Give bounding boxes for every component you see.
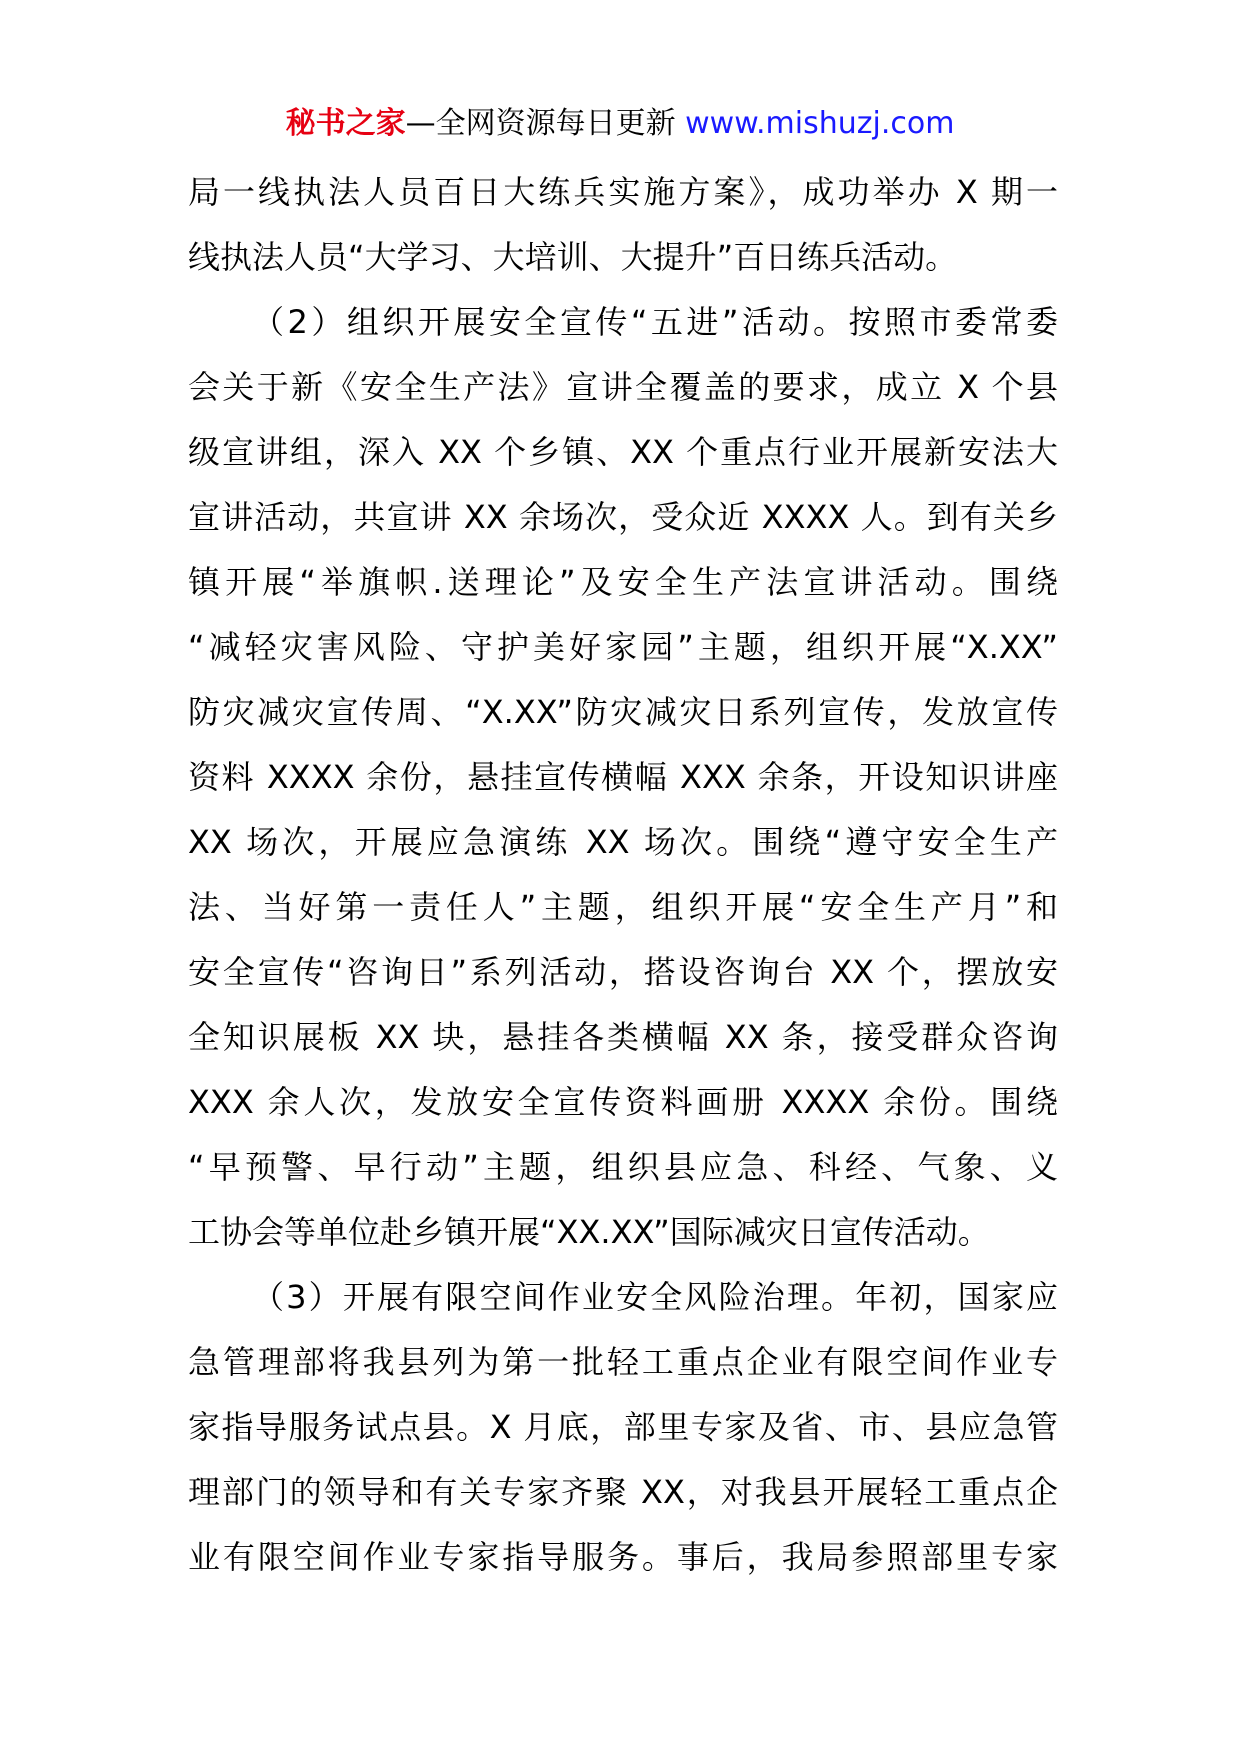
document-body [188, 160, 1058, 1590]
text-line: 会关于新《安全生产法》宣讲全覆盖的要求，成立 X 个县 [188, 368, 1058, 406]
text-line: “早预警、早行动”主题，组织县应急、科经、气象、义 [188, 1148, 1058, 1186]
text-line: 业有限空间作业专家指导服务。事后，我局参照部里专家 [188, 1538, 1058, 1576]
text-line: 防灾减灾宣传周、“X.XX”防灾减灾日系列宣传，发放宣传 [188, 693, 1058, 731]
header-brand: 秘书之家 [285, 106, 406, 141]
text-line: XX 场次，开展应急演练 XX 场次。围绕“遵守安全生产 [188, 823, 1058, 861]
text-line: 工协会等单位赴乡镇开展“XX.XX”国际减灾日宣传活动。 [188, 1213, 990, 1251]
text-line: 宣讲活动，共宣讲 XX 余场次，受众近 XXXX 人。到有关乡 [188, 498, 1058, 536]
text-line: 理部门的领导和有关专家齐聚 XX，对我县开展轻工重点企 [188, 1473, 1058, 1511]
text-line: 线执法人员“大学习、大培训、大提升”百日练兵活动。 [188, 238, 958, 276]
text-line: 家指导服务试点县。X 月底，部里专家及省、市、县应急管 [188, 1408, 1058, 1446]
paragraph-start-line: （2）组织开展安全宣传“五进”活动。按照市委常委 [252, 303, 1058, 341]
header-slogan: —全网资源每日更新 [405, 106, 676, 141]
text-line: 镇开展“举旗帜.送理论”及安全生产法宣讲活动。围绕 [188, 563, 1058, 601]
text-line: 法、当好第一责任人”主题，组织开展“安全生产月”和 [188, 888, 1058, 926]
text-line: 急管理部将我县列为第一批轻工重点企业有限空间作业专 [188, 1343, 1058, 1381]
text-line: 资料 XXXX 余份，悬挂宣传横幅 XXX 余条，开设知识讲座 [188, 758, 1058, 796]
site-header [0, 104, 1240, 144]
header-site-link[interactable]: www.mishuzj.com [685, 106, 955, 141]
text-line: 安全宣传“咨询日”系列活动，搭设咨询台 XX 个，摆放安 [188, 953, 1058, 991]
text-line: 局一线执法人员百日大练兵实施方案》，成功举办 X 期一 [188, 173, 1058, 211]
text-line: XXX 余人次，发放安全宣传资料画册 XXXX 余份。围绕 [188, 1083, 1058, 1121]
paragraph-start-line: （3）开展有限空间作业安全风险治理。年初，国家应 [252, 1278, 1058, 1316]
text-line: 级宣讲组，深入 XX 个乡镇、XX 个重点行业开展新安法大 [188, 433, 1058, 471]
text-line: “减轻灾害风险、守护美好家园”主题，组织开展“X.XX” [188, 628, 1058, 666]
text-line: 全知识展板 XX 块，悬挂各类横幅 XX 条，接受群众咨询 [188, 1018, 1058, 1056]
